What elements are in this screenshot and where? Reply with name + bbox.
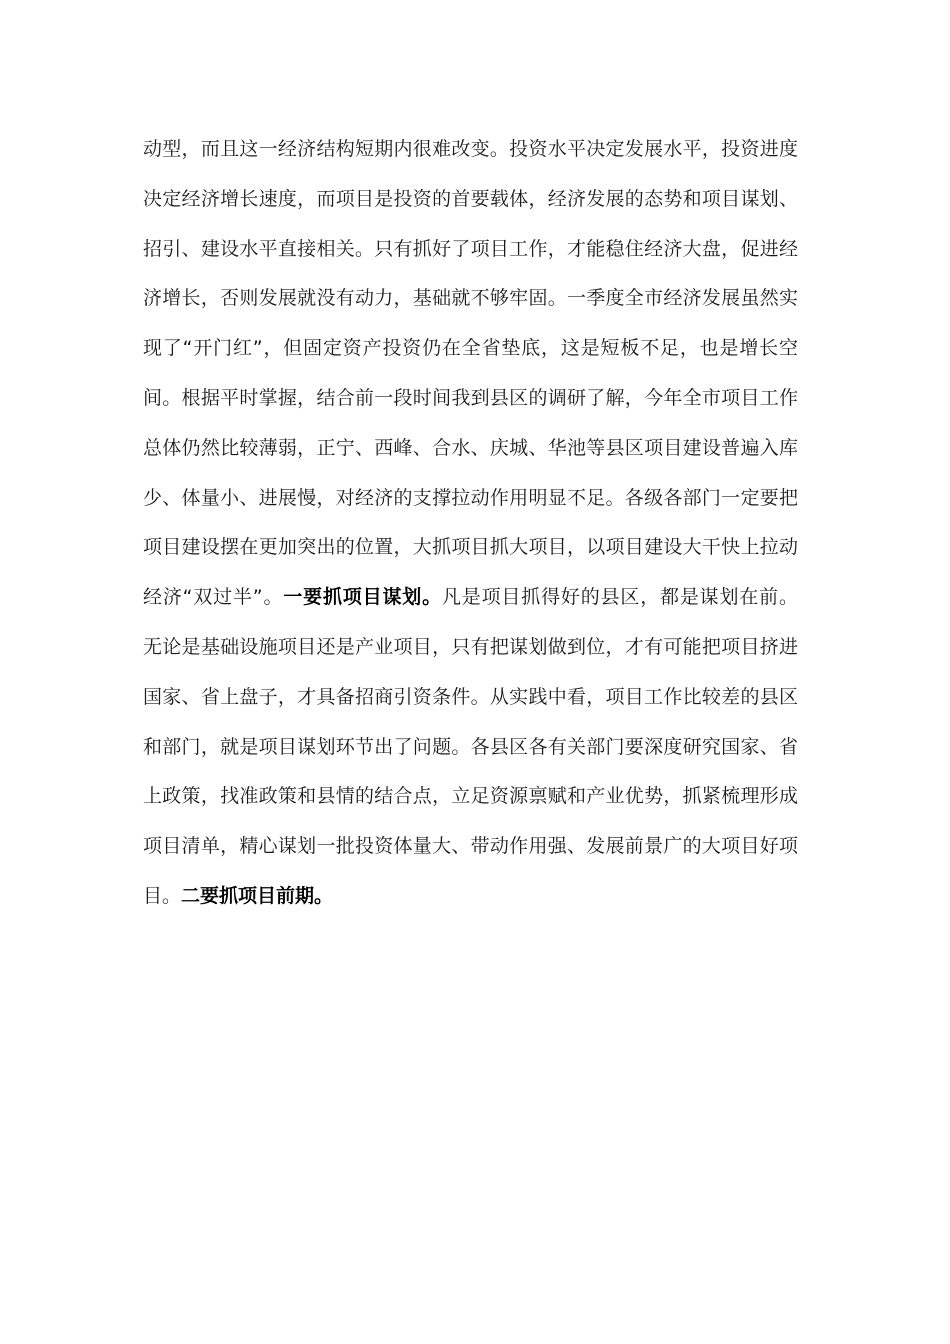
text-line: [143, 772, 798, 822]
text-line: [143, 225, 798, 275]
document-body: [143, 125, 798, 922]
text-line: [143, 822, 798, 872]
body-text: 济增长，否则发展就没有动力，基础就不够牢固。一季度全市经济发展虽然实: [143, 287, 798, 310]
text-line: [143, 175, 798, 225]
text-line: [143, 523, 798, 573]
body-text: 现了“开门红”，但固定资产投资仍在全省垫底，这是短板不足，也是增长空: [143, 337, 798, 360]
body-text: 总体仍然比较薄弱，正宁、西峰、合水、庆城、华池等县区项目建设普遍入库: [143, 436, 798, 459]
body-text: 无论是基础设施项目还是产业项目，只有把谋划做到位，才有可能把项目挤进: [143, 635, 798, 658]
text-line: [143, 673, 798, 723]
body-text: 动型，而且这一经济结构短期内很难改变。投资水平决定发展水平，投资进度: [143, 138, 798, 160]
text-line: [143, 125, 798, 175]
text-line: [143, 474, 798, 524]
body-text: 凡是项目抓得好的县区，都是谋划在前。: [441, 586, 798, 609]
body-text: 招引、建设水平直接相关。只有抓好了项目工作，才能稳住经济大盘，促进经: [143, 237, 798, 260]
text-line: [143, 274, 798, 324]
body-text: 目。: [143, 884, 182, 907]
body-text: 国家、省上盘子，才具备招商引资条件。从实践中看，项目工作比较差的县区: [143, 685, 798, 708]
body-text: 决定经济增长速度，而项目是投资的首要载体，经济发展的态势和项目谋划、: [143, 187, 798, 210]
text-line: [143, 573, 798, 623]
text-line: [143, 374, 798, 424]
body-text: 间。根据平时掌握，结合前一段时间我到县区的调研了解，今年全市项目工作: [143, 386, 798, 409]
body-text: 上政策，找准政策和县情的结合点，立足资源禀赋和产业优势，抓紧梳理形成: [143, 785, 798, 808]
body-text: 和部门，就是项目谋划环节出了问题。各县区各有关部门要深度研究国家、省: [143, 735, 798, 758]
body-text: 少、体量小、进展慢，对经济的支撑拉动作用明显不足。各级各部门一定要把: [143, 486, 798, 509]
text-line: [143, 324, 798, 374]
text-line: [143, 872, 798, 922]
text-line: [143, 723, 798, 773]
body-text: 项目建设摆在更加突出的位置，大抓项目抓大项目，以项目建设大干快上拉动: [143, 536, 798, 559]
body-text: 经济“双过半”。: [143, 586, 284, 609]
bold-heading-text: 二要抓项目前期。: [181, 884, 334, 907]
text-line: [143, 424, 798, 474]
text-line: [143, 623, 798, 673]
body-text: 项目清单，精心谋划一批投资体量大、带动作用强、发展前景广的大项目好项: [143, 835, 798, 858]
bold-heading-text: 一要抓项目谋划。: [283, 586, 442, 609]
